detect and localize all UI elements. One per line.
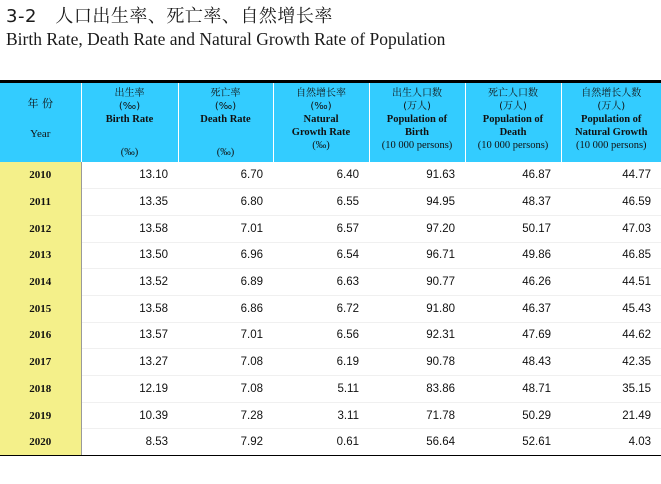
table-row [0, 189, 661, 216]
header-growth-rate [273, 83, 369, 162]
header-death-rate [178, 83, 273, 162]
population-rate-table [0, 83, 661, 456]
death-rate-cell: 6.86 [178, 295, 273, 322]
growth-rate-cell: 6.56 [273, 322, 369, 349]
deaths-cell: 50.17 [465, 215, 561, 242]
header-unit: (‰) [120, 147, 139, 158]
header-unit-top: (万人) [403, 101, 431, 112]
header-en-line2: Death [499, 127, 527, 138]
birth-rate-cell: 10.39 [81, 402, 178, 429]
births-cell: 97.20 [369, 215, 465, 242]
growth-cell: 44.62 [561, 322, 661, 349]
growth-cell: 4.03 [561, 429, 661, 456]
birth-rate-cell: 8.53 [81, 429, 178, 456]
births-cell: 91.63 [369, 162, 465, 189]
death-rate-cell: 7.01 [178, 322, 273, 349]
growth-cell: 44.77 [561, 162, 661, 189]
birth-rate-cell: 13.10 [81, 162, 178, 189]
growth-cell: 46.85 [561, 242, 661, 269]
header-unit: (‰) [216, 147, 235, 158]
growth-rate-cell: 6.19 [273, 349, 369, 376]
header-row [0, 83, 661, 162]
births-cell: 92.31 [369, 322, 465, 349]
deaths-cell: 52.61 [465, 429, 561, 456]
births-cell: 90.77 [369, 269, 465, 296]
births-cell: 90.78 [369, 349, 465, 376]
year-cell: 2014 [0, 269, 81, 296]
death-rate-cell: 6.70 [178, 162, 273, 189]
header-cn: 自然增长率 [296, 88, 346, 99]
births-cell: 91.80 [369, 295, 465, 322]
death-rate-cell: 7.08 [178, 376, 273, 403]
death-rate-cell: 7.92 [178, 429, 273, 456]
growth-cell: 46.59 [561, 189, 661, 216]
header-en-line2: Natural Growth [575, 127, 648, 138]
header-unit-top: (‰) [118, 101, 141, 112]
year-cell: 2011 [0, 189, 81, 216]
death-rate-cell: 6.80 [178, 189, 273, 216]
deaths-cell: 49.86 [465, 242, 561, 269]
births-cell: 83.86 [369, 376, 465, 403]
header-deaths [465, 83, 561, 162]
growth-cell: 35.15 [561, 376, 661, 403]
birth-rate-cell: 13.58 [81, 295, 178, 322]
header-cn: 死亡人口数 [488, 88, 538, 99]
table-title-chinese: 3-2 人口出生率、死亡率、自然增长率 [6, 6, 333, 27]
header-en-line1: Population of [386, 114, 448, 125]
growth-rate-cell: 6.40 [273, 162, 369, 189]
header-unit: (‰) [312, 140, 330, 151]
year-cell: 2019 [0, 402, 81, 429]
header-en-line1: Population of [581, 114, 642, 125]
growth-cell: 47.03 [561, 215, 661, 242]
growth-cell: 42.35 [561, 349, 661, 376]
header-unit: (10 000 persons) [575, 140, 647, 151]
growth-rate-cell: 6.57 [273, 215, 369, 242]
growth-cell: 45.43 [561, 295, 661, 322]
table-row [0, 376, 661, 403]
year-cell: 2012 [0, 215, 81, 242]
deaths-cell: 47.69 [465, 322, 561, 349]
header-en-line1: Population of [482, 114, 544, 125]
header-cn: 死亡率 [210, 88, 241, 99]
header-en: Death Rate [200, 114, 251, 125]
growth-cell: 21.49 [561, 402, 661, 429]
year-cell: 2017 [0, 349, 81, 376]
growth-rate-cell: 6.55 [273, 189, 369, 216]
header-year [0, 83, 81, 162]
growth-rate-cell: 6.54 [273, 242, 369, 269]
header-unit-top: (‰) [310, 101, 332, 112]
growth-rate-cell: 3.11 [273, 402, 369, 429]
table-row [0, 242, 661, 269]
deaths-cell: 48.37 [465, 189, 561, 216]
table-title-english: Birth Rate, Death Rate and Natural Growth Rate of Population [6, 29, 446, 49]
birth-rate-cell: 13.27 [81, 349, 178, 376]
table-row [0, 349, 661, 376]
year-cell: 2010 [0, 162, 81, 189]
deaths-cell: 50.29 [465, 402, 561, 429]
death-rate-cell: 7.08 [178, 349, 273, 376]
header-year-cn: 年 份 [27, 97, 53, 110]
birth-rate-cell: 13.57 [81, 322, 178, 349]
growth-cell: 44.51 [561, 269, 661, 296]
header-natural-growth [561, 83, 661, 162]
header-en: Birth Rate [105, 114, 154, 125]
year-cell: 2020 [0, 429, 81, 456]
header-birth-rate [81, 83, 178, 162]
deaths-cell: 48.43 [465, 349, 561, 376]
header-unit: (10 000 persons) [477, 140, 549, 151]
header-en-line2: Growth Rate [291, 127, 351, 138]
deaths-cell: 46.26 [465, 269, 561, 296]
header-unit-top: (万人) [597, 101, 626, 112]
births-cell: 94.95 [369, 189, 465, 216]
year-cell: 2016 [0, 322, 81, 349]
year-cell: 2018 [0, 376, 81, 403]
table-row [0, 215, 661, 242]
header-year-en: Year [30, 128, 51, 140]
deaths-cell: 48.71 [465, 376, 561, 403]
growth-rate-cell: 5.11 [273, 376, 369, 403]
deaths-cell: 46.37 [465, 295, 561, 322]
year-cell: 2015 [0, 295, 81, 322]
header-en-line1: Natural [303, 114, 339, 125]
header-unit-top: (万人) [499, 101, 527, 112]
header-births [369, 83, 465, 162]
table-row [0, 429, 661, 456]
birth-rate-cell: 13.50 [81, 242, 178, 269]
deaths-cell: 46.87 [465, 162, 561, 189]
header-unit: (10 000 persons) [381, 140, 453, 151]
header-cn: 自然增长人数 [581, 88, 642, 99]
births-cell: 71.78 [369, 402, 465, 429]
birth-rate-cell: 13.52 [81, 269, 178, 296]
table-row [0, 402, 661, 429]
table-row [0, 269, 661, 296]
growth-rate-cell: 0.61 [273, 429, 369, 456]
birth-rate-cell: 13.58 [81, 215, 178, 242]
header-unit-top: (‰) [214, 101, 237, 112]
death-rate-cell: 6.89 [178, 269, 273, 296]
birth-rate-cell: 13.35 [81, 189, 178, 216]
births-cell: 96.71 [369, 242, 465, 269]
table-row [0, 295, 661, 322]
death-rate-cell: 7.01 [178, 215, 273, 242]
birth-rate-cell: 12.19 [81, 376, 178, 403]
death-rate-cell: 7.28 [178, 402, 273, 429]
header-cn: 出生人口数 [392, 88, 442, 99]
table-row [0, 322, 661, 349]
header-en-line2: Birth [405, 127, 429, 138]
births-cell: 56.64 [369, 429, 465, 456]
year-cell: 2013 [0, 242, 81, 269]
death-rate-cell: 6.96 [178, 242, 273, 269]
table-row [0, 162, 661, 189]
growth-rate-cell: 6.63 [273, 269, 369, 296]
growth-rate-cell: 6.72 [273, 295, 369, 322]
header-cn: 出生率 [114, 88, 145, 99]
